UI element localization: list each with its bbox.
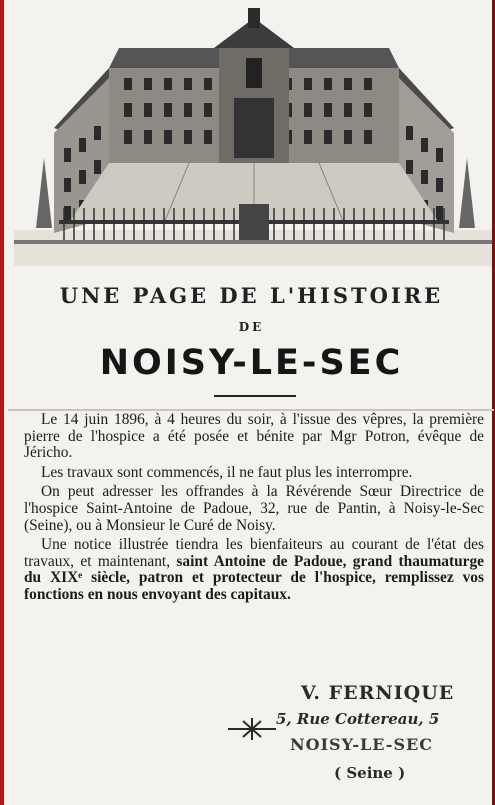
- paragraph-3: On peut adresser les offrandes à la Révérende Sœur Directrice de l'hospice Saint-Antoine de Padoue, 32, rue de Pantin, à Noisy-le-Sec (Seine), ou à Monsieur le Curé de Noisy.: [24, 483, 484, 534]
- divider: [214, 395, 296, 397]
- body-text: [24, 412, 484, 607]
- signature-department: ( Seine ): [334, 764, 406, 782]
- paragraph-4-emphasis: saint Antoine de Padoue, grand thaumaturge du XIXᵉ siècle, patron et protecteur de l'hospice, remplissez vos fonctions en nous envoyant des capitaux.: [24, 552, 485, 603]
- signature-block: [4, 680, 495, 800]
- asterisk-ornament-icon: [226, 716, 278, 742]
- signature-town: NOISY-LE-SEC: [290, 735, 433, 754]
- paragraph-1: Le 14 juin 1896, à 4 heures du soir, à l'issue des vêpres, la première pierre de l'hospice a été posée et bénite par Mgr Potron, évêque de Jéricho.: [24, 411, 484, 462]
- paragraph-2: Les travaux sont commencés, il ne faut plus les interrompre.: [41, 463, 413, 481]
- page-title: NOISY-LE-SEC: [99, 343, 404, 383]
- title-line-1: UNE PAGE DE L'HISTOIRE: [59, 283, 444, 308]
- hospice-building-icon: [14, 8, 492, 266]
- title-line-2: DE: [238, 320, 265, 334]
- signature-address: 5, Rue Cottereau, 5: [276, 710, 440, 728]
- paragraph-4: [24, 537, 484, 603]
- signature-name: V. FERNIQUE: [301, 682, 455, 704]
- paragraph-4-text: Une notice illustrée tiendra les bienfaiteurs au courant de l'état des travaux, et maintenant,: [24, 536, 484, 570]
